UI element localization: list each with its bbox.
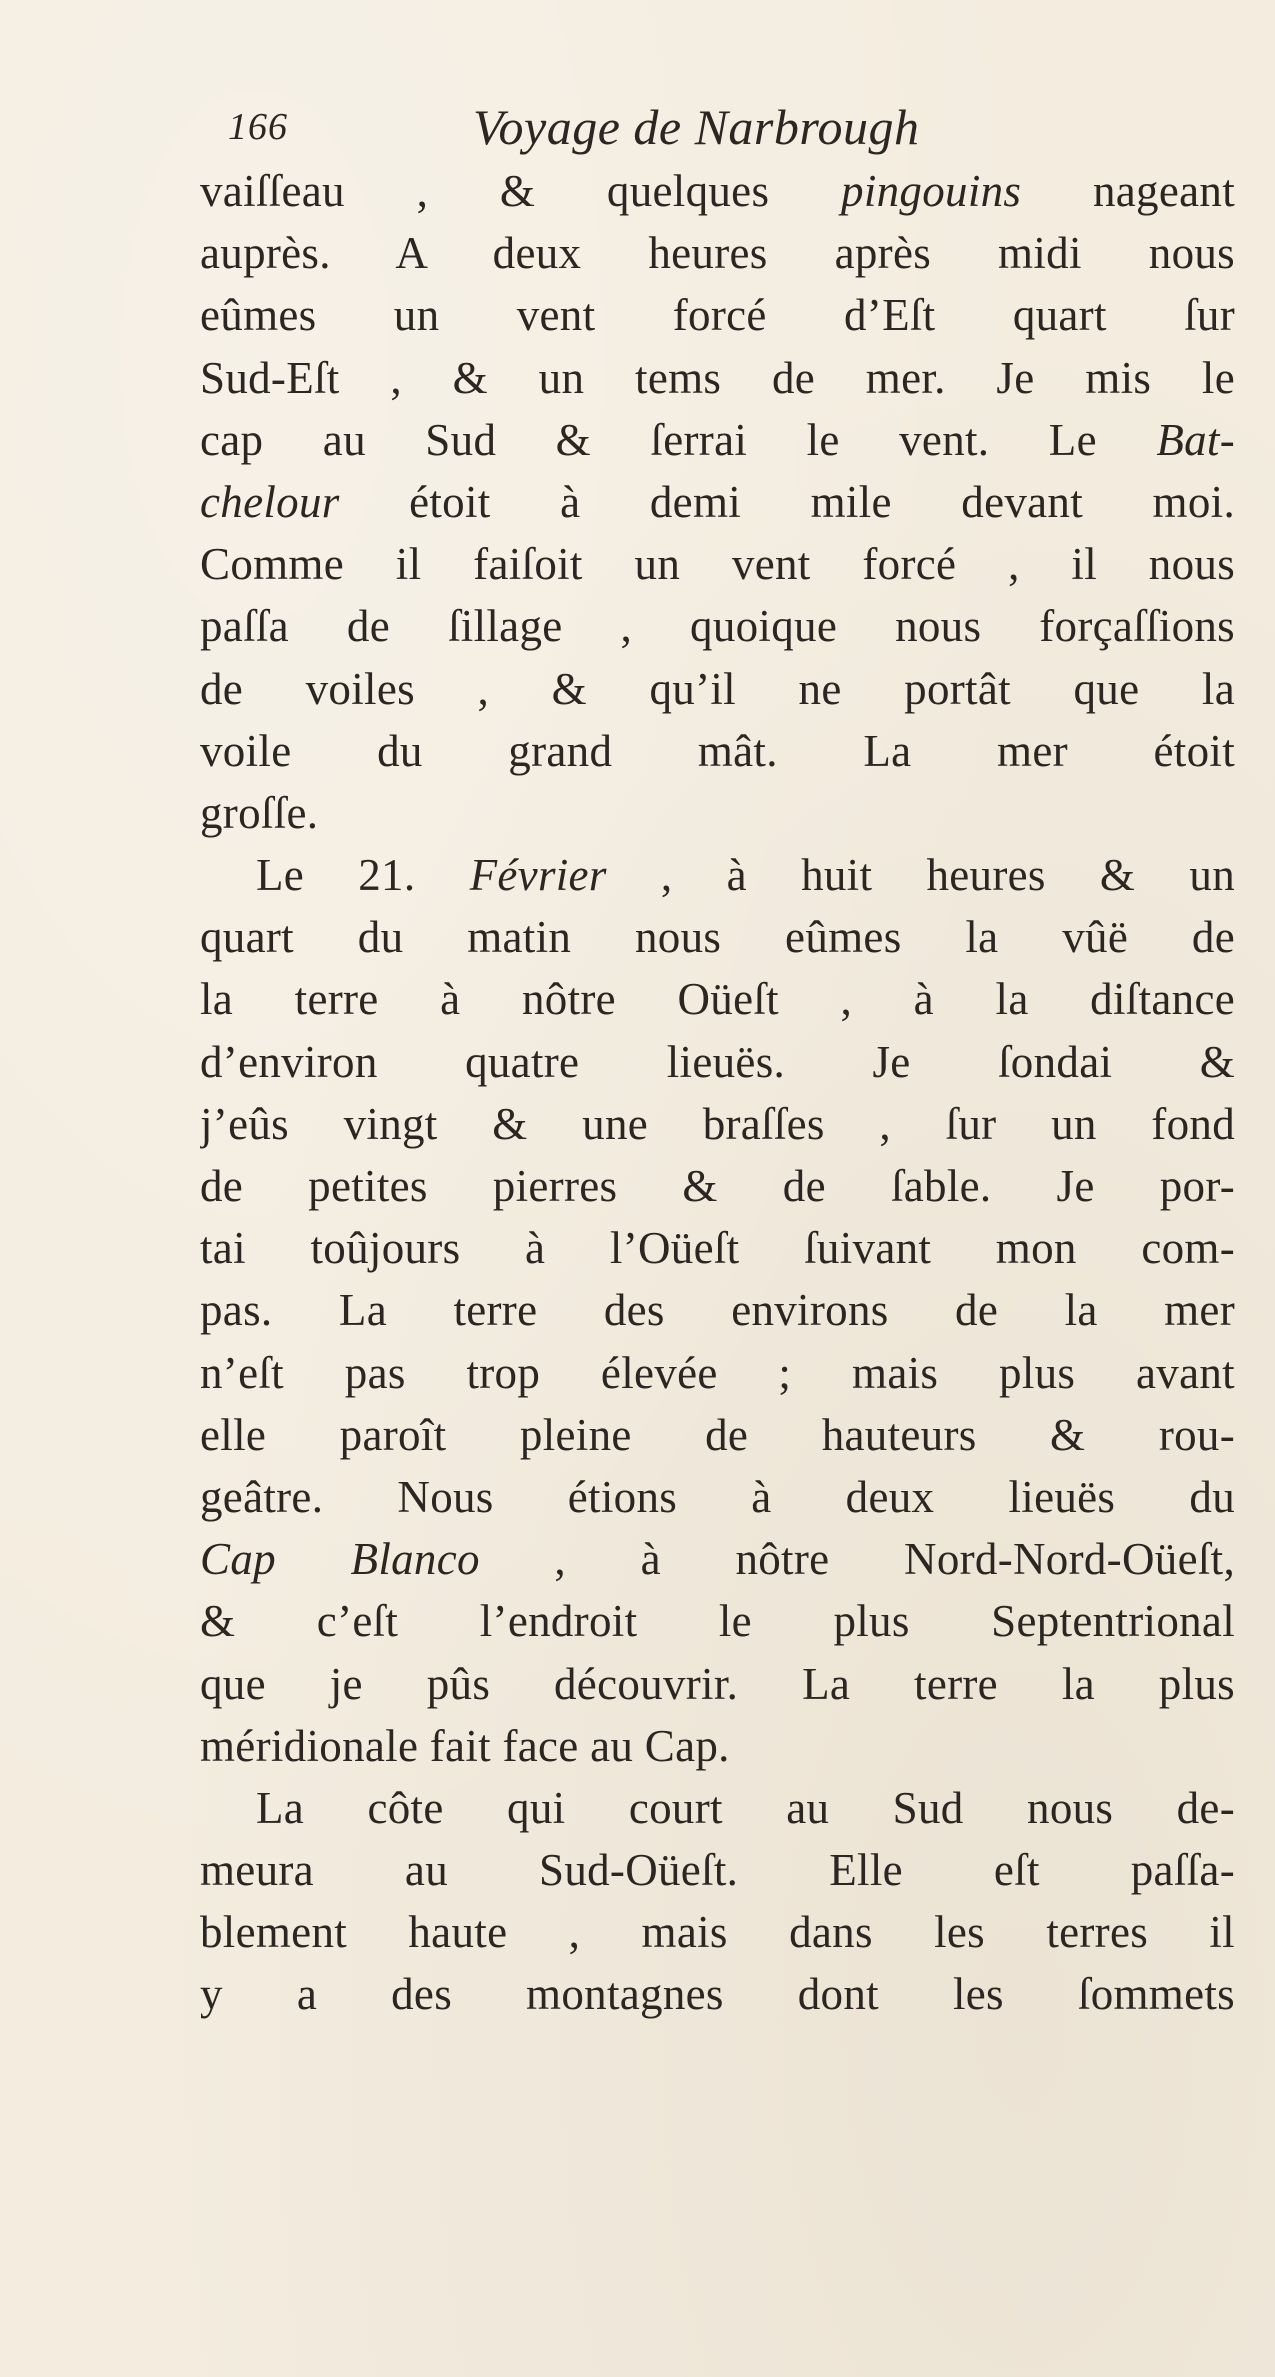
running-title: Voyage de Narbrough [473, 99, 920, 155]
text-line [200, 1279, 1235, 1341]
line-text: elle paroît pleine de hauteurs & rou- [200, 1409, 1235, 1460]
line-text: de voiles , & qu’il ne portât que la [200, 663, 1235, 714]
text-line [200, 1031, 1235, 1093]
line-text: quart du matin nous eûmes la vûë de [200, 912, 1235, 963]
line-text: j’eûs vingt & une braſſes , ſur un fond [200, 1098, 1235, 1149]
line-text: n’eſt pas trop élevée ; mais plus avant [200, 1347, 1235, 1398]
line-text: auprès. A deux heures après midi nous [200, 228, 1235, 279]
italic-text: Février [469, 850, 607, 901]
text-line [200, 1404, 1235, 1466]
text-line [200, 1093, 1235, 1155]
italic-text: pingouins [841, 166, 1022, 216]
line-text: geâtre. Nous étions à deux lieuës du [200, 1471, 1235, 1522]
line-text: blement haute , mais dans les terres il [200, 1907, 1235, 1958]
line-text: cap au Sud & ſerrai le vent. Le [200, 414, 1157, 465]
text-line [200, 968, 1235, 1030]
text-line [200, 1342, 1235, 1404]
text-line [200, 347, 1235, 409]
text-line [200, 222, 1235, 284]
text-line [200, 720, 1235, 782]
line-text: vaiſſeau , & quelques [200, 166, 842, 216]
text-line [200, 1777, 1235, 1839]
line-text: la terre à nôtre Oüeſt , à la diſtance [200, 974, 1235, 1025]
line-text: d’environ quatre lieuës. Je ſondai & [200, 1036, 1235, 1087]
text-line [200, 1217, 1235, 1279]
line-text: , à huit heures & un [606, 850, 1235, 901]
line-text: de petites pierres & de ſable. Je por- [200, 1161, 1235, 1211]
line-text: Sud-Eſt , & un tems de mer. Je mis le [200, 352, 1235, 403]
line-text: Le 21. [256, 850, 470, 901]
text-line [200, 782, 1235, 844]
line-text: Comme il faiſoit un vent forcé , il nous [200, 539, 1235, 590]
text-line [200, 1528, 1235, 1590]
body-text [200, 160, 1235, 2026]
italic-text: Bat- [1156, 414, 1235, 465]
text-line [200, 1839, 1235, 1901]
page-number: 166 [228, 106, 288, 148]
text-line [200, 1466, 1235, 1528]
text-line [200, 409, 1235, 471]
italic-text: Cap Blanco [200, 1534, 480, 1585]
line-text: étoit à demi mile devant moi. [339, 476, 1235, 527]
line-text: , à nôtre Nord-Nord-Oüeſt, [479, 1534, 1235, 1585]
line-text: que je pûs découvrir. La terre la plus [200, 1658, 1235, 1709]
text-line [200, 595, 1235, 657]
text-line [200, 658, 1235, 720]
text-line [200, 284, 1235, 346]
text-line [200, 533, 1235, 595]
line-text: paſſa de ſillage , quoique nous forçaſſions [200, 601, 1235, 652]
page-header [228, 92, 1228, 162]
line-text: pas. La terre des environs de la mer [200, 1285, 1235, 1336]
text-line [200, 906, 1235, 968]
text-line [200, 844, 1235, 906]
line-text: La côte qui court au Sud nous de- [256, 1782, 1235, 1833]
text-line [200, 1963, 1235, 2025]
line-text: nageant [1021, 166, 1235, 216]
line-text: tai toûjours à l’Oüeſt ſuivant mon com- [200, 1223, 1235, 1274]
line-text: groſſe. [200, 787, 319, 838]
italic-text: chelour [200, 476, 340, 527]
text-line [200, 160, 1235, 222]
text-line [200, 1653, 1235, 1715]
text-line [200, 1715, 1235, 1777]
line-text: y a des montagnes dont les ſommets [200, 1969, 1235, 2020]
line-text: & c’eſt l’endroit le plus Septentrional [200, 1596, 1235, 1647]
line-text: meura au Sud-Oüeſt. Elle eſt paſſa- [200, 1845, 1235, 1896]
line-text: voile du grand mât. La mer étoit [200, 725, 1235, 776]
text-line [200, 1590, 1235, 1652]
line-text: eûmes un vent forcé d’Eſt quart ſur [200, 290, 1235, 341]
line-text: méridionale fait face au Cap. [200, 1720, 730, 1771]
text-line [200, 471, 1235, 533]
text-line [200, 1155, 1235, 1217]
text-line [200, 1901, 1235, 1963]
